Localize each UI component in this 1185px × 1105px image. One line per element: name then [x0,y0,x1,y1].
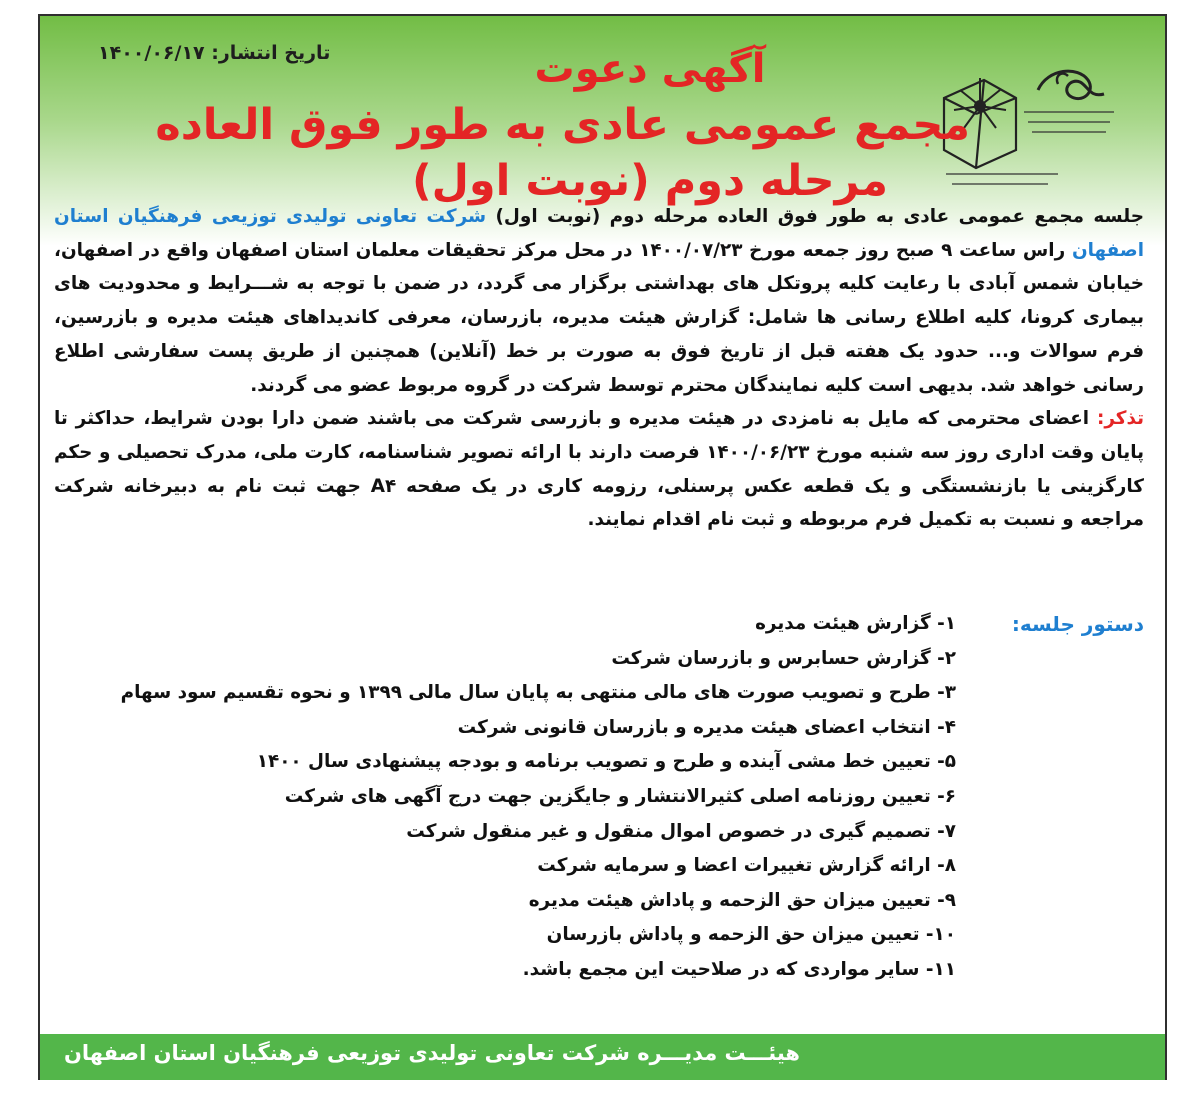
agenda-item: ۸- ارائه گزارش تغییرات اعضا و سرمایه شرکت [537,855,956,877]
agenda-item: ۳- طرح و تصویب صورت های مالی منتهی به پایان سال مالی ۱۳۹۹ و نحوه تقسیم سود سهام [120,682,956,704]
agenda-list [56,607,956,988]
agenda-item: ۶- تعیین روزنامه اصلی کثیرالانتشار و جایگزین جهت درج آگهی های شرکت [284,785,956,807]
headline-stage: مرحله دوم (نوبت اول) [411,156,889,206]
publish-date: تاریخ انتشار: ۱۴۰۰/۰۶/۱۷ [98,42,331,64]
agenda-item: ۱- گزارش هیئت مدیره [755,613,956,634]
note-label: تذکر: [1096,408,1144,430]
announcement-body [54,200,1144,537]
body-details: راس ساعت ۹ صبح روز جمعه مورخ ۱۴۰۰/۰۷/۲۳ در محل مرکز تحقیقات معلمان استان اصفهان واقع در اصفهان، خیابان شمس آبادی با رعایت کلیه پروتکل های بهداشتی برگزار می گردد، در ضمن با توجه به شـــرایط و محدودیت های بیماری کرونا، کلیه اطلاع رسانی ها شامل: گزارش هیئت مدیره، بازرسان، معرفی کاندیداهای هیئت مدیره و بازرسین، فرم سوالات و... حدود یک هفته قبل از تاریخ فوق به صورت بر خط (آنلاین) همچنین از طریق پست سفارشی اطلاع رسانی خواهد شد. بدیهی است کلیه نمایندگان محترم توسط شرکت در گروه مربوط عضو می گردند. [54,239,1144,396]
headline-subtitle: مجمع عمومی عادی به طور فوق العاده [155,100,970,150]
footer-signature: هیئـــت مدیـــره شرکت تعاونی تولیدی توزیعی فرهنگیان استان اصفهان [64,1041,800,1065]
agenda-item: ۹- تعیین میزان حق الزحمه و پاداش هیئت مدیره [528,889,956,911]
headline-title: آگهی دعوت [534,46,766,92]
agenda-title: دستور جلسه: [1011,612,1144,636]
agenda-item: ۱۰- تعیین میزان حق الزحمه و پاداش بازرسان [546,924,956,946]
agenda-item: ۲- گزارش حسابرس و بازرسان شرکت [611,647,956,669]
agenda-item: ۵- تعیین خط مشی آینده و طرح و تصویب برنامه و بودجه پیشنهادی سال ۱۴۰۰ [256,751,956,773]
body-intro: جلسه مجمع عمومی عادی به طور فوق العاده مرحله دوم (نوبت اول) [486,206,1144,227]
agenda-item: ۴- انتخاب اعضای هیئت مدیره و بازرسان قانونی شرکت [457,716,956,738]
company-name: شرکت تعاونی تولیدی توزیعی فرهنگیان استان اصفهان [54,206,1144,261]
agenda-item: ۱۱- سایر مواردی که در صلاحیت این مجمع باشد. [522,958,956,980]
agenda-item: ۷- تصمیم گیری در خصوص اموال منقول و غیر منقول شرکت [406,820,956,842]
note-text: اعضای محترمی که مایل به نامزدی در هیئت مدیره و بازرسی شرکت می باشند ضمن دارا بودن شرایط، حداکثر تا پایان وقت اداری روز سه شنبه مورخ ۱۴۰۰/۰۶/۲۳ فرصت دارند با ارائه تصویر شناسنامه، کارت ملی، مدرک تحصیلی و حکم کارگزینی یا بازنشستگی و یک قطعه عکس پرسنلی، رزومه کاری در یک صفحه A۴ جهت ثبت نام به دبیرخانه شرکت مراجعه و نسبت به تکمیل فرم مربوطه و ثبت نام اقدام نمایند. [54,408,1145,531]
